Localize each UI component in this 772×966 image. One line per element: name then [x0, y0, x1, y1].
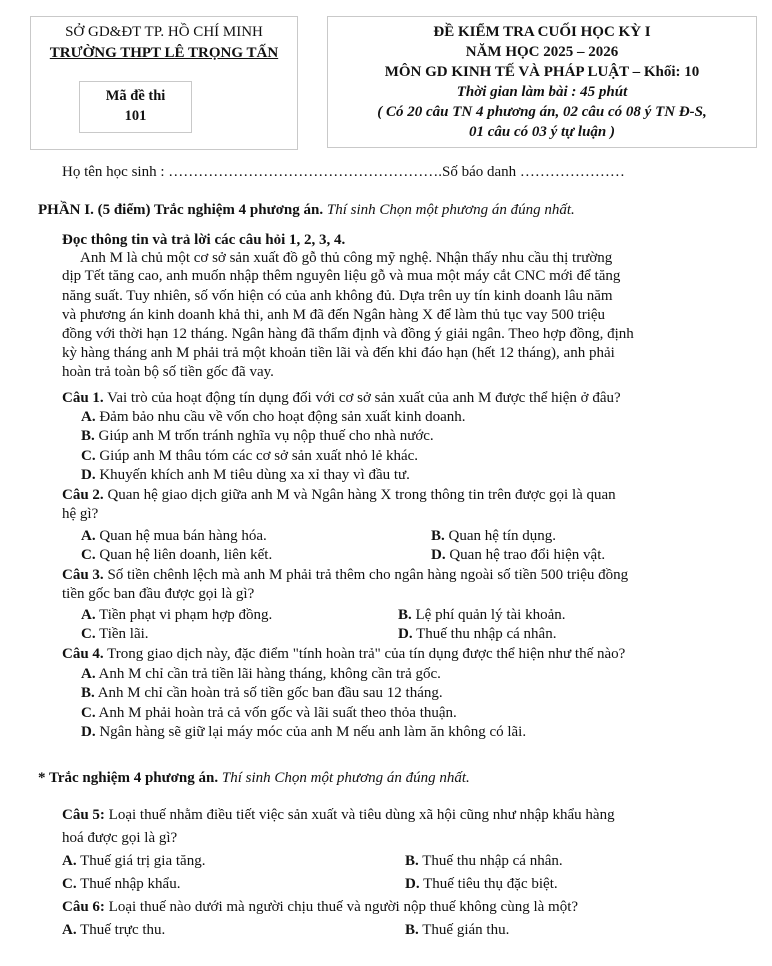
question-text: Loại thuế nhằm điều tiết việc sản xuất và tiêu dùng xã hội cũng như nhập khẩu hàng [108, 807, 615, 823]
option-text: Anh M chỉ cần trả tiền lãi hàng tháng, không cần trả gốc. [98, 666, 441, 682]
option-text: Quan hệ mua bán hàng hóa. [99, 528, 267, 544]
option-key: A. [62, 922, 77, 938]
option-a [62, 853, 205, 870]
question-6 [62, 899, 578, 916]
option-key: D. [81, 467, 96, 483]
reading-line: Anh M là chủ một cơ sở sản xuất đồ gỗ thủ công mỹ nghệ. Nhận thấy nhu cầu thị trường [80, 250, 613, 266]
question-1 [62, 390, 621, 407]
option-key: B. [405, 922, 419, 938]
option-text: Giúp anh M thâu tóm các cơ sở sản xuất nhỏ lẻ khác. [99, 448, 419, 464]
school-name: TRƯỜNG THPT LÊ TRỌNG TẤN [49, 45, 279, 61]
option-text: Thuế trực thu. [80, 922, 166, 938]
option-d [398, 626, 556, 643]
option-key: C. [81, 547, 96, 563]
reading-line: dịp Tết tăng cao, anh muốn nhập thêm nguyên liệu gỗ và mua một máy cắt CNC mới để tăng [62, 268, 621, 284]
option-text: Quan hệ trao đổi hiện vật. [449, 547, 606, 563]
option-c [62, 876, 180, 893]
option-key: B. [81, 428, 95, 444]
structure-line-2: 01 câu có 03 ý tự luận ) [468, 124, 616, 140]
option-key: B. [398, 607, 412, 623]
option-key: B. [405, 853, 419, 869]
option-d [405, 876, 558, 893]
option-key: D. [431, 547, 446, 563]
question-text: Số tiền chênh lệch mà anh M phải trả thêm cho ngân hàng ngoài số tiền 500 triệu đồng [107, 567, 629, 583]
subject-line: MÔN GD KINH TẾ VÀ PHÁP LUẬT – Khối: 10 [384, 64, 700, 80]
option-b [431, 528, 556, 545]
option-text: Lệ phí quản lý tài khoản. [415, 607, 566, 623]
option-text: Giúp anh M trốn tránh nghĩa vụ nộp thuế cho nhà nước. [98, 428, 434, 444]
question-text-continued: tiền gốc ban đầu được gọi là gì? [62, 586, 255, 602]
option-c [81, 448, 418, 465]
option-text: Thuế tiêu thụ đặc biệt. [423, 876, 558, 892]
option-c [81, 626, 149, 643]
option-key: D. [405, 876, 420, 892]
option-text: Quan hệ tín dụng. [448, 528, 556, 544]
student-info-line: Họ tên học sinh : ……………………………………………….Số báo danh ………………… [62, 164, 625, 180]
part1-title-italic: Thí sinh Chọn một phương án đúng nhất. [326, 202, 575, 218]
exam-code-value: 101 [124, 108, 147, 124]
question-label: Câu 1. [62, 390, 104, 406]
question-5 [62, 807, 615, 824]
reading-line: năng suất. Tuy nhiên, số vốn hiện có của anh không đủ. Dựa trên uy tín kinh doanh lâu năm [62, 288, 613, 304]
question-text: Vai trò của hoạt động tín dụng đối với cơ sở sản xuất của anh M được thể hiện ở đâu? [107, 390, 621, 406]
exam-code-label: Mã đề thi [105, 88, 166, 104]
option-text: Tiền lãi. [99, 626, 149, 642]
option-key: C. [81, 626, 96, 642]
option-d [431, 547, 605, 564]
exam-title: ĐỀ KIỂM TRA CUỐI HỌC KỲ I [433, 24, 651, 40]
question-3 [62, 567, 628, 584]
option-c [81, 547, 272, 564]
question-text: Quan hệ giao dịch giữa anh M và Ngân hàng X trong thông tin trên được gọi là quan [107, 487, 616, 503]
option-c [81, 705, 457, 722]
question-label: Câu 3. [62, 567, 104, 583]
question-label: Câu 4. [62, 646, 104, 662]
question-text: Loại thuế nào dưới mà người chịu thuế và người nộp thuế không cùng là một? [108, 899, 579, 915]
option-text: Tiền phạt vi phạm hợp đồng. [99, 607, 273, 623]
question-label: Câu 5: [62, 807, 105, 823]
option-key: C. [81, 705, 96, 721]
option-key: C. [81, 448, 96, 464]
reading-heading: Đọc thông tin và trả lời các câu hỏi 1, 2, 3, 4. [62, 232, 346, 248]
question-label: Câu 2. [62, 487, 104, 503]
option-key: D. [398, 626, 413, 642]
option-key: A. [81, 666, 96, 682]
option-key: A. [81, 607, 96, 623]
option-text: Anh M chỉ cần hoàn trả số tiền gốc ban đầu sau 12 tháng. [97, 685, 443, 701]
question-2 [62, 487, 616, 504]
reading-line: và phương án kinh doanh khả thi, anh M đã đến Ngân hàng X để làm thủ tục vay 500 triệu [62, 307, 606, 323]
option-text: Anh M phải hoàn trả cả vốn gốc và lãi suất theo thỏa thuận. [98, 705, 457, 721]
option-a [81, 409, 466, 426]
duration-line: Thời gian làm bài : 45 phút [456, 84, 628, 100]
option-key: A. [62, 853, 77, 869]
option-text: Khuyến khích anh M tiêu dùng xa xỉ thay vì đầu tư. [99, 467, 410, 483]
option-text: Ngân hàng sẽ giữ lại máy móc của anh M nếu anh làm ăn không có lãi. [99, 724, 527, 740]
option-text: Thuế gián thu. [422, 922, 510, 938]
part1-title-bold: PHẦN I. (5 điểm) Trắc nghiệm 4 phương án. [38, 202, 324, 218]
reading-line: kỳ hàng tháng anh M phải trả một khoản tiền lãi và đến khi đáo hạn (hết 12 tháng), anh phải [62, 345, 615, 361]
structure-line-1: ( Có 20 câu TN 4 phương án, 02 câu có 08 ý TN Đ-S, [377, 104, 707, 120]
option-d [81, 724, 526, 741]
section2-title [38, 770, 470, 787]
question-text: Trong giao dịch này, đặc điểm "tính hoàn trả" của tín dụng được thể hiện như thế nào? [107, 646, 626, 662]
option-a [81, 607, 272, 624]
option-key: A. [81, 528, 96, 544]
option-a [62, 922, 165, 939]
option-text: Thuế thu nhập cá nhân. [422, 853, 563, 869]
question-text-continued: hoá được gọi là gì? [62, 830, 178, 846]
section2-title-bold: * Trắc nghiệm 4 phương án. [38, 770, 219, 786]
reading-line: đồng với thời hạn 12 tháng. Ngân hàng đã thẩm định và đồng ý giải ngân. Theo hợp đồng, định [62, 326, 634, 342]
option-key: B. [81, 685, 95, 701]
section2-title-italic: Thí sinh Chọn một phương án đúng nhất. [221, 770, 470, 786]
option-b [405, 922, 509, 939]
option-b [81, 685, 443, 702]
option-text: Đảm bảo nhu cầu về vốn cho hoạt động sản xuất kinh doanh. [99, 409, 466, 425]
question-4 [62, 646, 625, 663]
option-key: C. [62, 876, 77, 892]
part1-title [38, 202, 575, 219]
option-text: Thuế thu nhập cá nhân. [416, 626, 557, 642]
option-key: A. [81, 409, 96, 425]
option-key: D. [81, 724, 96, 740]
option-text: Quan hệ liên doanh, liên kết. [99, 547, 273, 563]
question-text-continued: hệ gì? [62, 506, 99, 522]
question-label: Câu 6: [62, 899, 105, 915]
option-text: Thuế giá trị gia tăng. [80, 853, 206, 869]
option-a [81, 666, 441, 683]
option-d [81, 467, 410, 484]
option-text: Thuế nhập khẩu. [80, 876, 181, 892]
department-name: SỞ GD&ĐT TP. HỒ CHÍ MINH [65, 24, 263, 40]
option-b [81, 428, 434, 445]
school-year: NĂM HỌC 2025 – 2026 [465, 44, 619, 60]
option-b [398, 607, 565, 624]
reading-line: hoàn trả toàn bộ số tiền gốc đã vay. [62, 364, 274, 380]
option-key: B. [431, 528, 445, 544]
option-a [81, 528, 267, 545]
option-b [405, 853, 563, 870]
